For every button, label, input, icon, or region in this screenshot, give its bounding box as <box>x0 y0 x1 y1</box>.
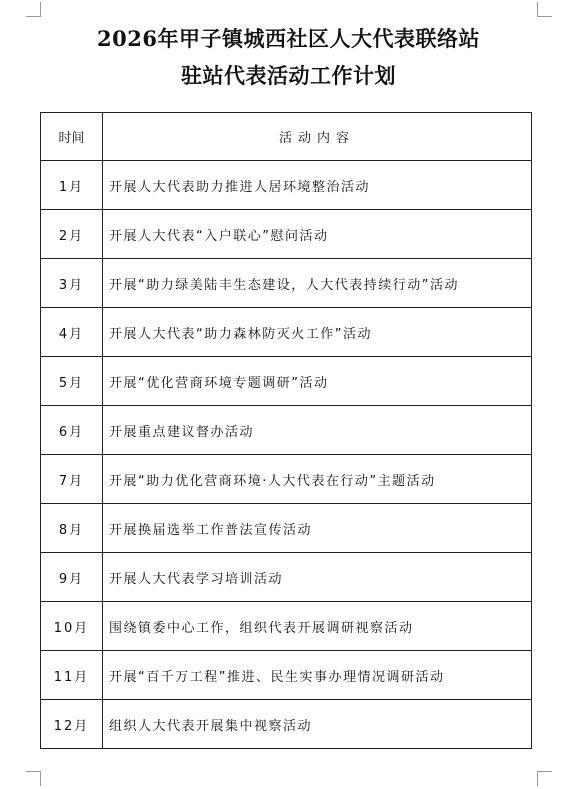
table-row <box>41 455 532 504</box>
activity-cell: 开展人大代表学习培训活动 <box>103 553 532 602</box>
activity-cell: 开展人大代表“助力森林防灭火工作”活动 <box>103 308 532 357</box>
table-row <box>41 553 532 602</box>
month-cell: 3月 <box>41 259 103 308</box>
activity-cell: 开展人大代表“入户联心”慰问活动 <box>103 210 532 259</box>
month-cell: 9月 <box>41 553 103 602</box>
activity-cell: 开展重点建议督办活动 <box>103 406 532 455</box>
crop-mark-top-left <box>26 2 41 17</box>
month-cell: 5月 <box>41 357 103 406</box>
month-cell: 7月 <box>41 455 103 504</box>
table-row <box>41 210 532 259</box>
crop-mark-bottom-right <box>537 771 552 786</box>
activity-cell: 开展“优化营商环境专题调研”活动 <box>103 357 532 406</box>
month-cell: 10月 <box>41 602 103 651</box>
table-row <box>41 602 532 651</box>
activity-plan-table <box>40 112 532 749</box>
table-row <box>41 161 532 210</box>
month-cell: 6月 <box>41 406 103 455</box>
month-cell: 12月 <box>41 700 103 749</box>
activity-cell: 开展“百千万工程”推进、民生实事办理情况调研活动 <box>103 651 532 700</box>
table-row <box>41 651 532 700</box>
document-title-line-1: 2026年甲子镇城西社区人大代表联络站 <box>97 26 480 51</box>
document-title-line-2: 驻站代表活动工作计划 <box>181 63 396 88</box>
activity-cell: 开展换届选举工作普法宣传活动 <box>103 504 532 553</box>
header-activity: 活动内容 <box>103 113 532 161</box>
activity-cell: 开展“助力绿美陆丰生态建设，人大代表持续行动”活动 <box>103 259 532 308</box>
table-row <box>41 406 532 455</box>
month-cell: 11月 <box>41 651 103 700</box>
activity-cell: 开展“助力优化营商环境·人大代表在行动”主题活动 <box>103 455 532 504</box>
table-header-row <box>41 113 532 161</box>
activity-cell: 组织人大代表开展集中视察活动 <box>103 700 532 749</box>
crop-mark-bottom-left <box>26 771 41 786</box>
crop-mark-top-right <box>537 2 552 17</box>
activity-cell: 围绕镇委中心工作，组织代表开展调研视察活动 <box>103 602 532 651</box>
month-cell: 1月 <box>41 161 103 210</box>
table-row <box>41 700 532 749</box>
table-row <box>41 357 532 406</box>
table-row <box>41 259 532 308</box>
month-cell: 8月 <box>41 504 103 553</box>
table-row <box>41 504 532 553</box>
header-time: 时间 <box>41 113 103 161</box>
month-cell: 4月 <box>41 308 103 357</box>
table-row <box>41 308 532 357</box>
month-cell: 2月 <box>41 210 103 259</box>
activity-cell: 开展人大代表助力推进人居环境整治活动 <box>103 161 532 210</box>
